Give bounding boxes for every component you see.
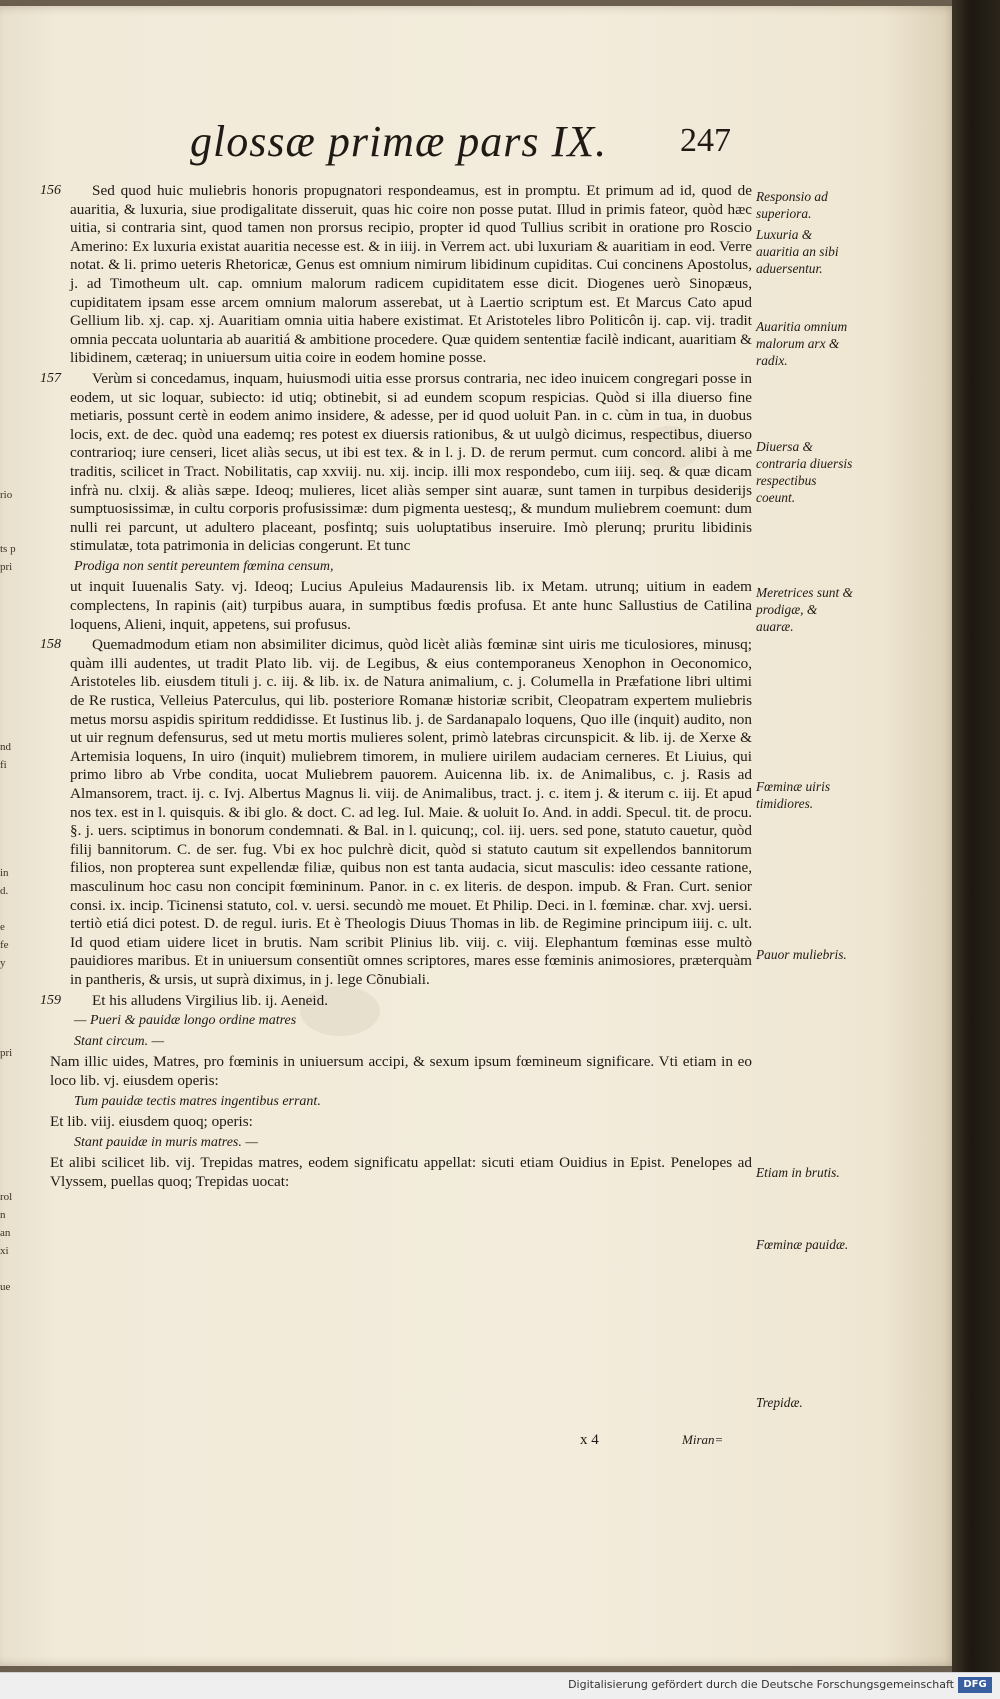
paragraph-159-continued — [50, 1154, 752, 1191]
credit-text: Digitalisierung gefördert durch die Deutsche Forschungsgemeinschaft — [568, 1678, 954, 1691]
margin-note: Fœminæ pauidæ. — [756, 1237, 849, 1252]
credit-bar — [0, 1672, 1000, 1699]
paragraph-text: Verùm si concedamus, inquam, huiusmodi uitia esse prorsus contraria, nec ideo inuicem congregari posse in eodem, ut sic loquar, subiecto: id utiq; obtinebit, si ad eundem scopum respicias. Quòd si illa diuerso fine metiaris, possunt certè in eodem animo insidere, & adesse, per id quod uoluit Pan. in c. cùm in tua, in duobus locis, ext. de dec. quòd una eademq; res potest ex diuersis rationibus, & ut uulgò dicimus, respectibus, diuerso contrarioq; iure censeri, licet aliàs secus, ut ibi est tex. & in l. j. D. de rerum permut. cum concord. alibi à me traditis, scilicet in Tract. Nobilitatis, cap xxviij. nu. xij. incip. illi mox respondebo, cum iiij. seq. & quæ dicam infrà nu. clxij. & aliàs sæpe. Ideoq; mulieres, licet aliàs semper sint auaræ, sunt tamen in turpibus desiderijs sumptuosissimæ, in cultu corporis profusissimæ: dum pigmenta uestesq;, & mundum muliebrem coemunt: dum nulli rei parcunt, ut adultero placeant, posfintq; suis uoluptatibus inseruire. Imò plerunq; pruritu libidinis stimulatæ, tota patrimonia in delicias congerunt. Et tunc — [70, 369, 752, 555]
adjacent-page-fragment: ue — [0, 1281, 11, 1293]
adjacent-page-fragment — [0, 1026, 16, 1044]
paragraph-158 — [40, 636, 752, 989]
main-text-column — [40, 182, 752, 1191]
adjacent-page-fragment — [0, 612, 16, 630]
paragraph-number: 159 — [40, 992, 61, 1008]
paragraph-text: Et lib. viij. eiusdem quoq; operis: — [50, 1113, 253, 1131]
margin-note: Responsio ad superiora. — [756, 189, 828, 221]
adjacent-page-fragment — [0, 522, 16, 540]
margin-note: Pauor muliebris. — [756, 947, 847, 962]
paragraph-159-continued — [50, 1113, 752, 1132]
paragraph-text: Quemadmodum etiam non absimiliter dicimus, quòd licèt aliàs fœminæ sint uiris me ticulosiores, minusq; quàm illi audentes, ut tradit Plato lib. vij. de Legibus, & eius contemporaneus Xenophon in Oeconomico, Aristoteles lib. eiusdem tituli j. c. iij. & lib. ix. de Natura animalium, c. j. Columella in Præfatione libri ultimi de Re rustica, Velleius Paterculus, qui lib. posteriore Romanæ historiæ scribit, Cleopatram expertem muliebris metus morsu aspidis spiritum reddidisse. Et Iustinus lib. j. de Sardanapalo loquens, Quo ille (inquit) audito, non ut uir regnum defensurus, sed ut metu mortis mulieres solent, primò latebras circunspicit. & lib. ij. de Xerxe & Artemisia loquens, In uiro (inquit) muliebrem timorem, in muliere uirilem audaciam cerneres. Et Liuius, qui primo libro ab Vrbe condita, uocat Muliebrem pauorem. Auicenna lib. ix. de Animalibus, c. j. Rasis ad Almansorem, tract. ij. c. Ivj. Albertus Magnus li. viij. de Animalibus, tract. j. c. item j. & iterum c. iij. Et apud nos tex. est in l. quisquis. & ibi glo. & doct. C. ad leg. Iul. Maie. & uoluit Io. And. in addi. Specul. tit. de procu. §. j. uers. sciptimus in bonorum condemnati. & Bal. in l. quicunq;, col. iij. uers. sed pone, statuto cauetur, quòd filij bannitorum. C. de ser. fug. Vbi ex hoc pulchrè dicit, quòd si statuto cautum sit expellendos bannitorum filios, non propterea sunt expellendæ filiæ, quibus non est tanta audacia, sicut masculis: ideo cessante ratione, masculinum hoc casu non concipit fœmininum. Panor. in c. ex literis. de despon. impub. & Fran. Curt. senior consi. ix. incip. Ticinensi statuto, col. v. uersi. secundò me mouet. Et Philip. Deci. in l. fœminæ. char. xvj. uersi. tertiò etiá dici potest. D. de regul. iuris. Et è Theologis Diuus Thomas in lib. de Regimine principum iiij. c. ult. Id quod etiam uidere licet in brutis. Nam scribit Plinius lib. viij. c. viij. Elephantum fœminas esse multò pauidiores maribus. Et in uniuersum consentiũt omnes scriptores, mares esse fœminis animosiores, præterquàm in pantheris, & ursis, ut suprà diximus, in j. lege Cõnubiali. — [70, 636, 752, 988]
page-number: 247 — [680, 122, 731, 159]
paragraph-number: 158 — [40, 637, 61, 653]
adjacent-page-fragment — [0, 1152, 16, 1170]
adjacent-page-fragment: an — [0, 1227, 11, 1239]
adjacent-page-fragment — [0, 846, 16, 864]
adjacent-page-fragment: d. — [0, 885, 9, 897]
adjacent-page-fragment: xi — [0, 1245, 9, 1257]
adjacent-page-fragment: e — [0, 921, 5, 933]
adjacent-page-fragment — [0, 1008, 16, 1026]
verse-quote: — Pueri & pauidæ longo ordine matres — [74, 1013, 297, 1029]
running-title: glossæ primæ pars IX. — [190, 117, 608, 166]
margin-note: Trepidæ. — [756, 1395, 803, 1410]
adjacent-page-fragment: y — [0, 957, 6, 969]
page-footer-line — [580, 1432, 724, 1449]
paragraph-text: Et his alludens Virgilius lib. ij. Aeneid. — [92, 991, 329, 1009]
adjacent-page-strip — [0, 486, 16, 1293]
paragraph-text: Nam illic uides, Matres, pro fœminis in uniuersum accipi, & sexum ipsum fœmineum significare. Vti etiam in eo loco lib. vj. eiusdem operis: — [50, 1053, 752, 1089]
margin-note: Auaritia omnium malorum arx & radix. — [756, 319, 848, 368]
adjacent-page-fragment — [0, 792, 16, 810]
margin-note: Diuersa & contraria diuersis respectibus coeunt. — [756, 439, 853, 505]
adjacent-page-fragment — [0, 1134, 16, 1152]
signature-mark: x 4 — [580, 1432, 599, 1448]
verse-quote: Stant circum. — — [74, 1033, 165, 1049]
catchword: Miran= — [682, 1432, 724, 1447]
adjacent-page-fragment — [0, 576, 16, 594]
adjacent-page-fragment — [0, 630, 16, 648]
adjacent-page-fragment — [0, 1098, 16, 1116]
adjacent-page-fragment — [0, 1260, 16, 1278]
adjacent-page-fragment — [0, 1170, 16, 1188]
paragraph-text: Sed quod huic muliebris honoris propugnatori respondeamus, est in promptu. Et primum ad id, quod de auaritia, & luxuria, siue prodigalitate disseruit, quas hic coire non posse putat. Illud in primis fateor, quòd hæc uitia, si contraria sint, quod tamen non prorsus recipio, propter id quod Tullius scribit in oratione pro Roscio Amerino: Ex luxuria existat auaritia necesse est. & in iiij. in Verrem act. ubi luxuriam & auaritiam in eod. Verre notat. & li. primo ueteris Rhetoricæ, Genus est omnium nimirum libidinum cupiditas. Cui concinens Apostolus, j. ad Timotheum ult. cap. omnium malorum radicem cupiditatem esse dicit. Diogenes uerò Sinopæus, cupiditatem ipsam esse arcem omnium malorum asserebat, ut à Laertio scriptum est. Et Marcus Cato apud Gellium lib. xj. cap. xj. Auaritiam omnia uitia habere existimat. Et Aristoteles libro Politicôn ij. cap. vij. tradit omnia peccata uoluntaria ab auaritiá & ambitione procedere. Quæ quidem sententiæ facilè indicant, auaritiam & libidinem, cæteraq; in uniuersum uitia coire in eodem homine posse. — [70, 182, 752, 367]
adjacent-page-fragment — [0, 1062, 16, 1080]
adjacent-page-fragment — [0, 666, 16, 684]
margin-note: Luxuria & auaritia an sibi aduersentur. — [756, 227, 839, 276]
margin-note: Meretrices sunt & prodigæ, & auaræ. — [756, 585, 853, 634]
paragraph-number: 156 — [40, 183, 61, 198]
margin-note: Fœminæ uiris timidiores. — [756, 779, 831, 811]
adjacent-page-fragment — [0, 774, 16, 792]
adjacent-page-fragment — [0, 648, 16, 666]
adjacent-page-fragment: fi — [0, 759, 7, 771]
paragraph-157 — [40, 369, 752, 556]
verse-quote: Tum pauidæ tectis matres ingentibus errant. — [74, 1093, 321, 1109]
adjacent-page-fragment: n — [0, 1209, 6, 1221]
adjacent-page-fragment — [0, 990, 16, 1008]
adjacent-page-fragment — [0, 594, 16, 612]
verse-quote: Prodiga non sentit pereuntem fœmina censum, — [74, 558, 334, 574]
adjacent-page-fragment — [0, 504, 16, 522]
page-header — [190, 116, 750, 174]
adjacent-page-fragment — [0, 702, 16, 720]
paragraph-text: Et alibi scilicet lib. vij. Trepidas matres, eodem significatu appellat: sicuti etiam Ouidius in Epist. Penelopes ad Vlyssem, puellas quoq; Trepidas uocat: — [50, 1154, 752, 1190]
adjacent-page-fragment — [0, 972, 16, 990]
adjacent-page-fragment: ts p — [0, 543, 16, 555]
dfg-logo-icon: DFG — [958, 1677, 992, 1693]
paragraph-159-continued — [50, 1053, 752, 1090]
adjacent-page-fragment — [0, 1116, 16, 1134]
adjacent-page-fragment — [0, 828, 16, 846]
verse-quote: Stant pauidæ in muris matres. — — [74, 1134, 258, 1150]
margin-note: Etiam in brutis. — [756, 1165, 840, 1180]
adjacent-page-fragment: rio — [0, 489, 13, 501]
paragraph-159 — [40, 991, 752, 1011]
adjacent-page-fragment: pri — [0, 561, 13, 573]
adjacent-page-fragment: in — [0, 867, 9, 879]
adjacent-page-fragment: pri — [0, 1047, 13, 1059]
adjacent-page-fragment: nd — [0, 741, 11, 753]
paragraph-text: ut inquit Iuuenalis Saty. vj. Ideoq; Lucius Apuleius Madaurensis lib. ix Metam. utrunq; uitium in eadem complectens, In rapinis (ait) turpibus auara, in sumptibus fœdis profusa. Et ante hunc Sallustius de Catilina loquens, Alieni, inquit, appetens, sui profusus. — [70, 578, 752, 633]
adjacent-page-fragment — [0, 900, 16, 918]
adjacent-page-fragment — [0, 810, 16, 828]
paragraph-156 — [40, 182, 752, 368]
adjacent-page-fragment — [0, 1080, 16, 1098]
adjacent-page-fragment — [0, 684, 16, 702]
paragraph-number: 157 — [40, 370, 61, 386]
adjacent-page-fragment: rol — [0, 1191, 13, 1203]
paragraph-157-continued — [70, 578, 752, 634]
book-page — [0, 6, 958, 1666]
adjacent-page-fragment — [0, 720, 16, 738]
adjacent-page-fragment: fe — [0, 939, 9, 951]
book-binding — [952, 0, 1000, 1699]
